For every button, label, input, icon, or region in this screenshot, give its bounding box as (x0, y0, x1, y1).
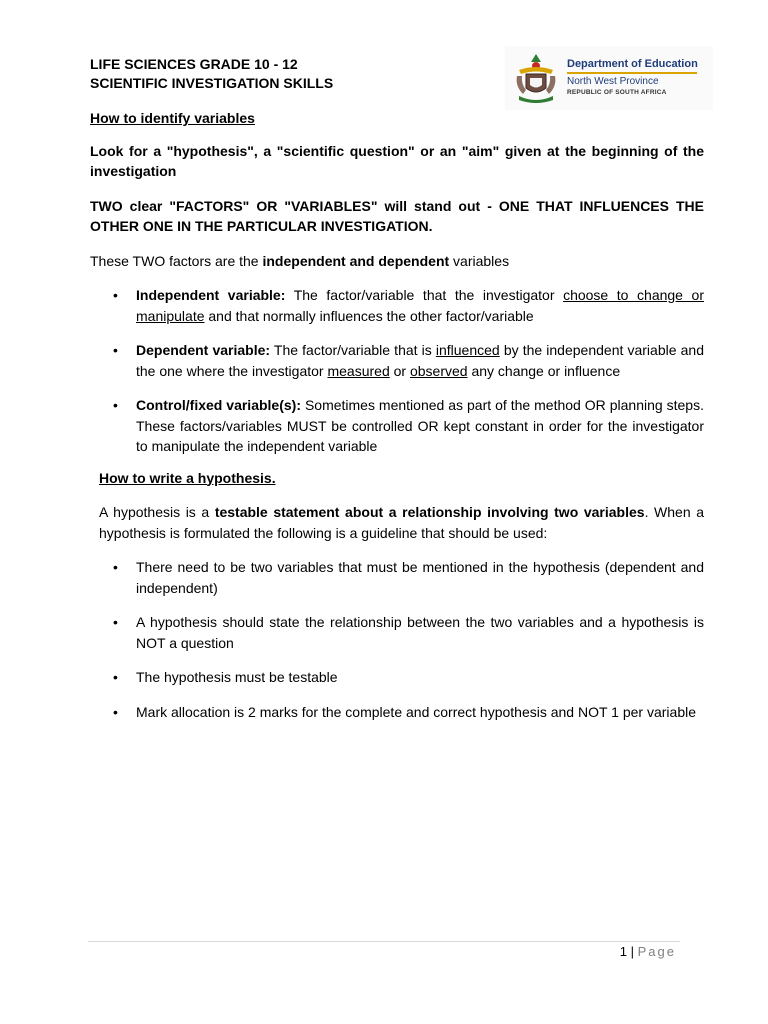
list-item-guideline (90, 557, 704, 598)
bullet-icon: • (113, 669, 118, 685)
page-number: 1 (619, 944, 628, 959)
coat-of-arms-icon (511, 50, 561, 106)
term-label: Dependent variable: (136, 342, 271, 358)
text-run: Sometimes mentioned as part of the method OR planning steps. These factors/variables MUST be controlled OR kept constant in order for the investigator to manipulate the independent variable (136, 397, 704, 454)
section-heading-identify-variables: How to identify variables (90, 110, 255, 126)
list-item-control-variable (90, 395, 704, 457)
header-title-line2: SCIENTIFIC INVESTIGATION SKILLS (90, 75, 334, 91)
list-item-dependent-variable (90, 340, 704, 381)
term-label: Control/fixed variable(s): (136, 397, 301, 413)
logo-province: North West Province (567, 75, 659, 87)
guideline-text: A hypothesis should state the relationship between the two variables and a hypothesis is NOT a question (136, 614, 704, 651)
page-label: Page (637, 944, 676, 959)
paragraph-hypothesis-definition (99, 502, 704, 543)
text-run: or (389, 362, 410, 379)
logo-department: Department of Education (567, 57, 698, 70)
text-run: and that normally influences the other factor/variable (204, 307, 534, 324)
header-title-line1: LIFE SCIENCES GRADE 10 - 12 (90, 56, 298, 72)
text-run-bold: independent and dependent (262, 252, 450, 269)
list-item-independent-variable (90, 285, 704, 326)
logo-divider (567, 72, 697, 74)
text-run-underlined: influenced (435, 342, 500, 358)
text-run-underlined: choose to change or manipulate (136, 287, 704, 324)
bullet-icon: • (113, 614, 118, 630)
document-header (90, 55, 333, 93)
text-run: These TWO factors are the (90, 252, 263, 269)
text-run-bold: testable statement about a relationship involving two variables (214, 504, 645, 520)
guideline-text: Mark allocation is 2 marks for the complete and correct hypothesis and NOT 1 per variable (136, 703, 696, 720)
variables-list (90, 285, 704, 457)
list-item-guideline (90, 667, 704, 688)
text-run-underlined: observed (409, 362, 468, 379)
text-run: The factor/variable that the investigator (285, 287, 564, 303)
text-run: any change or influence (467, 362, 621, 379)
hypothesis-guidelines-list (90, 557, 704, 722)
text-run-underlined: measured (327, 362, 390, 379)
paragraph-two-factors: TWO clear "FACTORS" OR "VARIABLES" will stand out - ONE THAT INFLUENCES THE OTHER ONE IN THE PARTICULAR INVESTIGATION. (90, 197, 704, 234)
bullet-icon: • (113, 397, 118, 413)
guideline-text: There need to be two variables that must be mentioned in the hypothesis (dependent and independent) (136, 559, 704, 596)
footer-divider (88, 941, 680, 942)
paragraph-look-for-hypothesis: Look for a "hypothesis", a "scientific question" or an "aim" given at the beginning of the investigation (90, 142, 704, 179)
document-body (90, 108, 704, 722)
text-run: . When a hypothesis is formulated the following is a guideline that should be used: (99, 504, 705, 541)
list-item-guideline (90, 612, 704, 653)
term-label: Independent variable: (136, 287, 286, 303)
paragraph-independent-dependent (90, 251, 704, 272)
bullet-icon: • (113, 342, 118, 358)
text-run: The factor/variable that is (270, 342, 436, 358)
logo-text (567, 59, 698, 98)
text-run: A hypothesis is a (99, 504, 215, 520)
department-logo (505, 46, 713, 110)
text-run: variables (449, 252, 510, 269)
page-separator: | (627, 944, 638, 959)
text-run: by the independent variable and the one where the investigator (136, 342, 704, 379)
bullet-icon: • (113, 287, 118, 303)
section-heading-write-hypothesis: How to write a hypothesis. (99, 469, 276, 486)
bullet-icon: • (113, 703, 118, 720)
bullet-icon: • (113, 559, 118, 575)
logo-country: REPUBLIC OF SOUTH AFRICA (567, 88, 667, 96)
page-footer (620, 944, 676, 959)
guideline-text: The hypothesis must be testable (136, 669, 338, 685)
list-item-guideline (90, 702, 704, 723)
